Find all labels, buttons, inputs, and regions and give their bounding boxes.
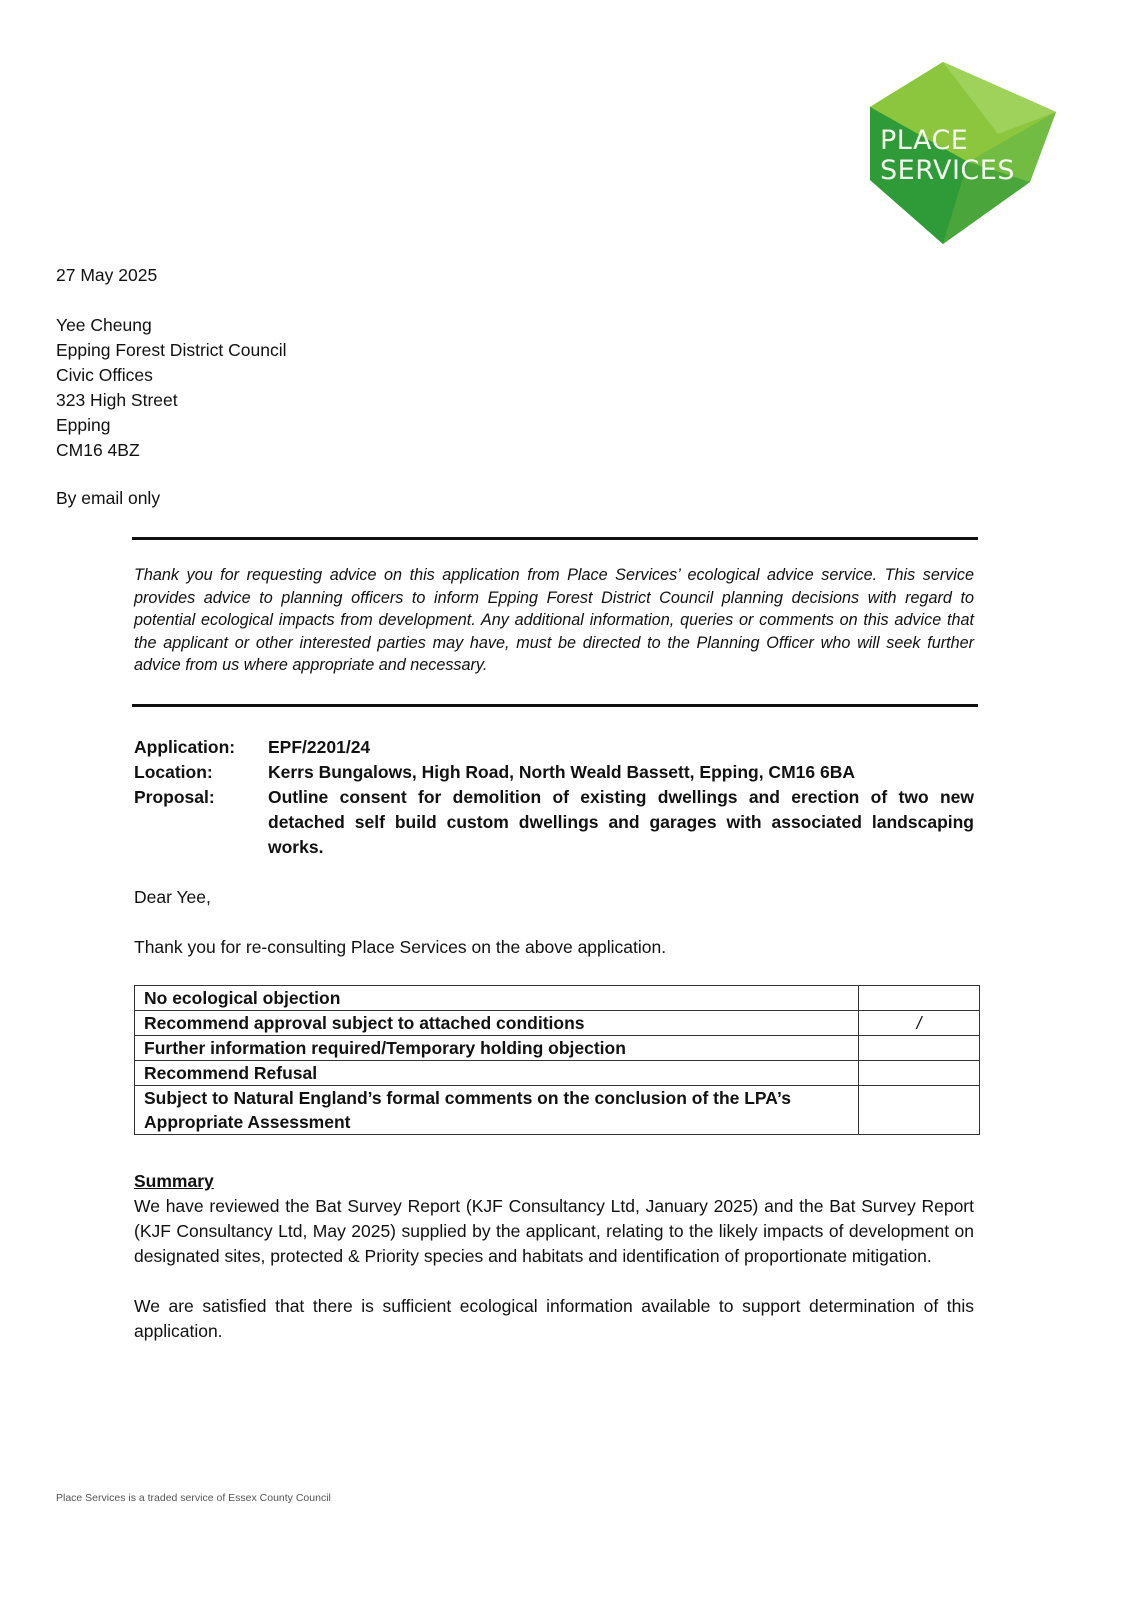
location-value: Kerrs Bungalows, High Road, North Weald Bassett, Epping, CM16 6BA — [268, 762, 855, 782]
footer-note: Place Services is a traded service of Essex County Council — [56, 1492, 331, 1504]
table-row — [135, 1011, 980, 1036]
salutation: Dear Yee, — [134, 887, 211, 907]
logo-text-line1: PLACE — [880, 125, 969, 156]
summary-paragraph-2: We are satisfied that there is sufficient ecological information available to support determination of this application. — [134, 1296, 974, 1341]
application-reference: EPF/2201/24 — [268, 737, 371, 757]
table-row — [135, 1086, 980, 1135]
application-details — [134, 735, 974, 860]
recommendation-label: Further information required/Temporary holding objection — [135, 1036, 859, 1061]
proposal-label: Proposal: — [134, 787, 215, 807]
proposal-value: Outline consent for demolition of existing dwellings and erection of two new detached self build custom dwellings and garages with associated landscaping works. — [268, 787, 974, 857]
divider-bottom — [132, 704, 978, 707]
summary-section — [134, 1169, 974, 1369]
recommendation-label: Recommend Refusal — [135, 1061, 859, 1086]
recommendation-mark — [859, 1036, 980, 1061]
recommendation-table — [134, 985, 980, 1135]
table-row — [135, 986, 980, 1011]
table-row — [135, 1061, 980, 1086]
application-label: Application: — [134, 737, 236, 757]
logo-text-line2: SERVICES — [880, 155, 1015, 186]
recipient-name: Yee Cheung — [56, 315, 152, 335]
recommendation-mark — [859, 1061, 980, 1086]
divider-top — [132, 537, 978, 540]
letter-date: 27 May 2025 — [56, 265, 158, 285]
delivery-method: By email only — [56, 488, 161, 508]
recommendation-label: No ecological objection — [135, 986, 859, 1011]
recipient-street: 323 High Street — [56, 390, 178, 410]
recipient-postcode: CM16 4BZ — [56, 440, 140, 460]
recommendation-label: Subject to Natural England’s formal comments on the conclusion of the LPA’s Appropriate Assessment — [135, 1086, 859, 1135]
place-services-logo — [868, 62, 1058, 246]
recommendation-mark: / — [859, 1011, 980, 1036]
summary-paragraph-1: We have reviewed the Bat Survey Report (KJF Consultancy Ltd, January 2025) and the Bat Survey Report (KJF Consultancy Ltd, May 2025) supplied by the applicant, relating to the likely impacts of development on designated sites, protected & Priority species and habitats and identification of proportionate mitigation. — [134, 1196, 974, 1266]
recipient-town: Epping — [56, 415, 111, 435]
summary-heading: Summary — [134, 1171, 214, 1191]
location-label: Location: — [134, 762, 213, 782]
intro-disclaimer: Thank you for requesting advice on this application from Place Services’ ecological advice service. This service provides advice to planning officers to inform Epping Forest District Council planning decisions with regard to potential ecological impacts from development. Any additional information, queries or comments on this advice that the applicant or other interested parties may have, must be directed to the Planning Officer who will seek further advice from us where appropriate and necessary. — [134, 566, 974, 674]
recommendation-mark — [859, 986, 980, 1011]
recipient-building: Civic Offices — [56, 365, 153, 385]
recommendation-mark — [859, 1086, 980, 1135]
table-row — [135, 1036, 980, 1061]
location-row — [134, 760, 974, 785]
recipient-organisation: Epping Forest District Council — [56, 340, 287, 360]
proposal-row — [134, 785, 974, 860]
recipient-address — [56, 313, 287, 463]
recommendation-label: Recommend approval subject to attached conditions — [135, 1011, 859, 1036]
thanks-line: Thank you for re-consulting Place Services on the above application. — [134, 937, 667, 957]
application-row — [134, 735, 974, 760]
